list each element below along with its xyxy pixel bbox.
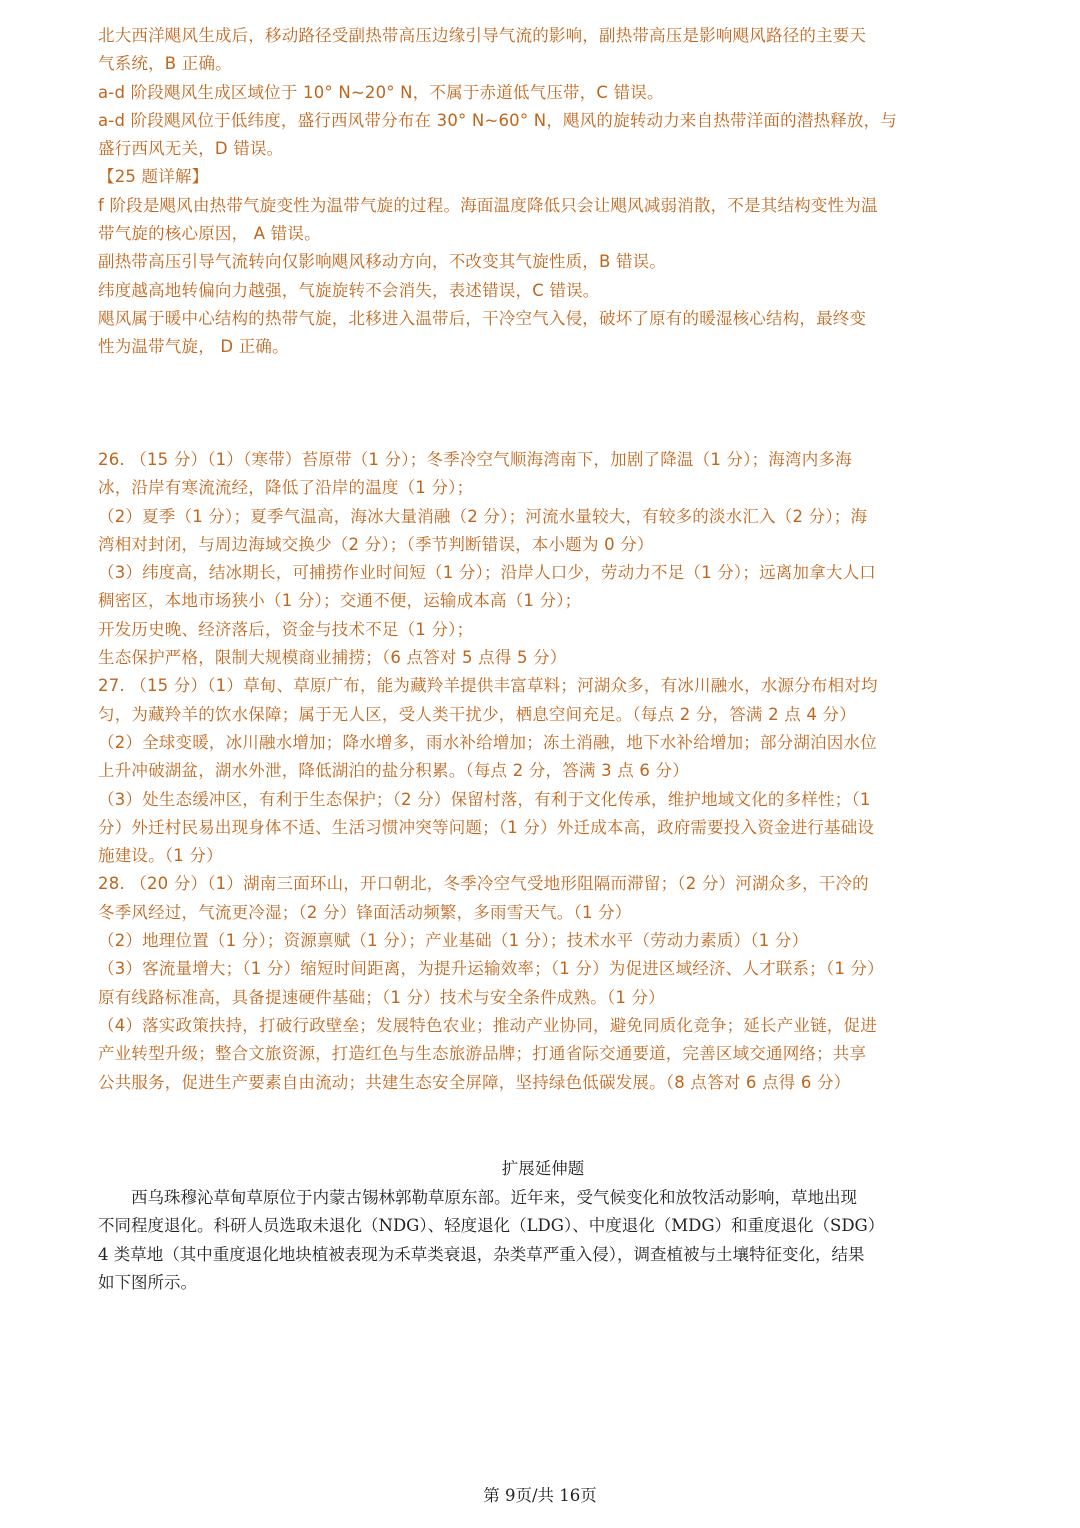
text-line: a-d 阶段飓风位于低纬度，盛行西风带分布在 30° N~60° N，飓风的旋转动力来自热带洋面的潜热释放，与 xyxy=(98,110,898,130)
text-line: 性为温带气旋， D 正确。 xyxy=(98,337,289,357)
text-line: （2）全球变暖，冰川融水增加；降水增多，雨水补给增加；冻土消融，地下水补给增加；部分湖泊因水位 xyxy=(98,732,877,752)
text-line: 原有线路标准高，具备提速硬件基础；（1 分）技术与安全条件成熟。（1 分） xyxy=(98,987,665,1007)
section-heading-25: 【25 题详解】 xyxy=(98,167,209,187)
text-line: 上升冲破湖盆，湖水外泄，降低湖泊的盐分积累。（每点 2 分，答满 3 点 6 分） xyxy=(98,761,689,781)
text-line: 盛行西风无关，D 错误。 xyxy=(98,139,284,159)
text-line: 开发历史晚、经济落后，资金与技术不足（1 分）； xyxy=(98,619,474,639)
answer-explanation-section xyxy=(98,22,988,362)
answer-27-line: 27. （15 分）（1）草甸、草原广布，能为藏羚羊提供丰富草料；河湖众多，有冰川融水，水源分布相对均 xyxy=(98,676,878,696)
text-line: 北大西洋飓风生成后，移动路径受副热带高压边缘引导气流的影响，副热带高压是影响飓风路径的主要天 xyxy=(98,26,867,45)
answers-26-28-section xyxy=(98,446,988,1097)
text-line: 冰，沿岸有寒流流经，降低了沿岸的温度（1 分）； xyxy=(98,478,474,498)
extension-paragraph-line: 西乌珠穆沁草甸草原位于内蒙古锡林郭勒草原东部。近年来，受气候变化和放牧活动影响，草地出现 xyxy=(98,1187,857,1207)
text-line: （3）处生态缓冲区，有利于生态保护；（2 分）保留村落，有利于文化传承，维护地域文化的多样性；（1 xyxy=(98,789,871,809)
text-line: 副热带高压引导气流转向仅影响飓风移动方向，不改变其气旋性质，B 错误。 xyxy=(98,252,667,272)
text-line: （2）地理位置（1 分）；资源禀赋（1 分）；产业基础（1 分）；技术水平（劳动力素质）（1 分） xyxy=(98,931,809,951)
text-line: 生态保护严格，限制大规模商业捕捞；（6 点答对 5 点得 5 分） xyxy=(98,648,567,668)
text-line: 施建设。（1 分） xyxy=(98,846,223,866)
extension-question xyxy=(98,1155,988,1298)
text-line: （3）客流量增大；（1 分）缩短时间距离，为提升运输效率；（1 分）为促进区域经济、人才联系；（1 分） xyxy=(98,959,884,979)
text-line: 公共服务，促进生产要素自由流动；共建生态安全屏障，坚持绿色低碳发展。（8 点答对 6 点得 6 分） xyxy=(98,1072,851,1092)
text-line: 带气旋的核心原因， A 错误。 xyxy=(98,224,321,244)
text-line: 稠密区，本地市场狭小（1 分）；交通不便，运输成本高（1 分）； xyxy=(98,591,582,611)
answer-28-line: 28. （20 分）（1）湖南三面环山，开口朝北，冬季冷空气受地形阻隔而滞留；（2 分）河湖众多，干冷的 xyxy=(98,874,869,894)
page-number: 第 9页/共 16页 xyxy=(483,1486,597,1505)
text-line: （4）落实政策扶持，打破行政壁垒；发展特色农业；推动产业协同，避免同质化竞争；延长产业链，促进 xyxy=(98,1015,877,1035)
text-line: （3）纬度高，结冰期长，可捕捞作业时间短（1 分）；沿岸人口少，劳动力不足（1 分）；远离加拿大人口 xyxy=(98,563,876,583)
text-line: （2）夏季（1 分）；夏季气温高，海冰大量消融（2 分）；河流水量较大，有较多的淡水汇入（2 分）；海 xyxy=(98,506,868,526)
extension-paragraph-line: 如下图所示。 xyxy=(98,1273,197,1293)
text-line: 飓风属于暖中心结构的热带气旋，北移进入温带后，干冷空气入侵，破坏了原有的暖湿核心结构，最终变 xyxy=(98,308,867,328)
text-line: f 阶段是飓风由热带气旋变性为温带气旋的过程。海面温度降低只会让飓风减弱消散，不是其结构变性为温 xyxy=(98,195,878,215)
text-line: 冬季风经过，气流更冷湿；（2 分）锋面活动频繁，多雨雪天气。（1 分） xyxy=(98,902,632,922)
extension-paragraph-line: 不同程度退化。科研人员选取未退化（NDG）、轻度退化（LDG）、中度退化（MDG）和重度退化（SDG） xyxy=(98,1216,885,1236)
text-line: 分）外迁村民易出现身体不适、生活习惯冲突等问题；（1 分）外迁成本高，政府需要投入资金进行基础设 xyxy=(98,817,875,837)
text-line: 气系统，B 正确。 xyxy=(98,54,232,74)
text-line: a-d 阶段飓风生成区域位于 10° N~20° N，不属于赤道低气压带，C 错误。 xyxy=(98,82,664,102)
extension-paragraph-line: 4 类草地（其中重度退化地块植被表现为禾草类衰退，杂类草严重入侵），调查植被与土壤特征变化，结果 xyxy=(98,1244,865,1264)
text-line: 匀，为藏羚羊的饮水保障；属于无人区，受人类干扰少，栖息空间充足。（每点 2 分，答满 2 点 4 分） xyxy=(98,704,856,724)
text-line: 湾相对封闭，与周边海域交换少（2 分）；（季节判断错误，本小题为 0 分） xyxy=(98,534,654,554)
text-line: 产业转型升级；整合文旅资源，打造红色与生态旅游品牌；打通省际交通要道，完善区域交通网络；共享 xyxy=(98,1044,867,1064)
extension-title: 扩展延伸题 xyxy=(501,1159,585,1178)
text-line: 纬度越高地转偏向力越强，气旋旋转不会消失，表述错误，C 错误。 xyxy=(98,280,600,300)
answer-26-line: 26. （15 分）（1）（寒带）苔原带（1 分）；冬季冷空气顺海湾南下，加剧了降温（1 分）；海湾内多海 xyxy=(98,450,852,469)
